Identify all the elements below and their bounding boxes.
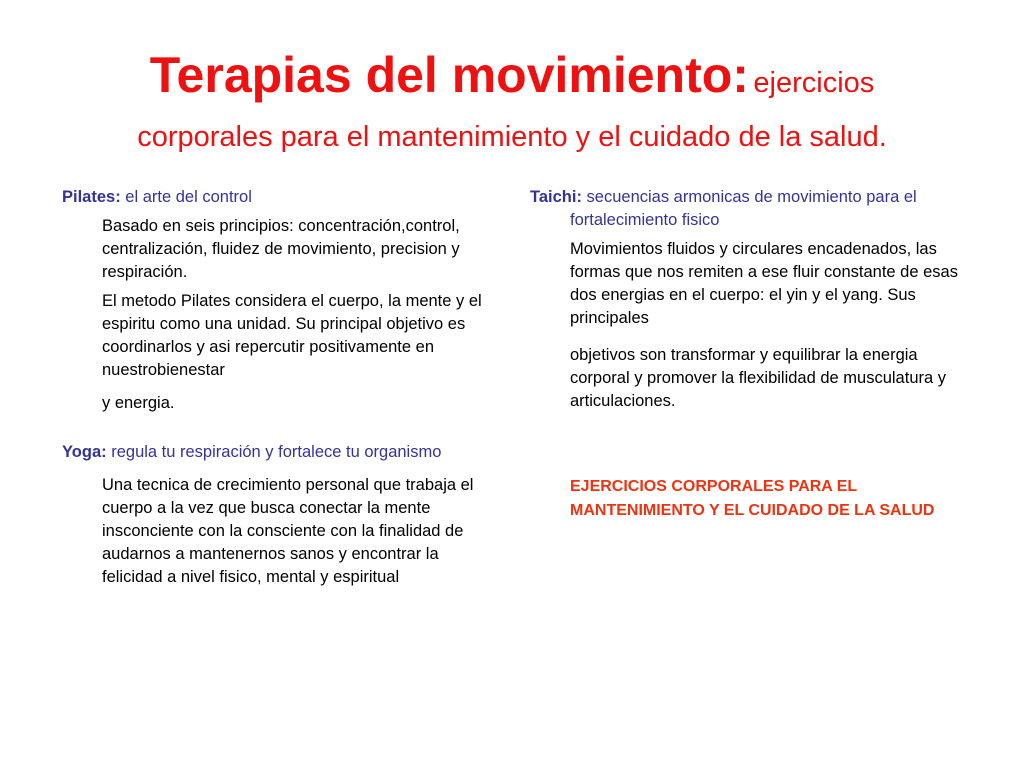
pilates-para-1: Basado en seis principios: concentración,control, centralización, fluidez de movimiento, precision y respiración. <box>102 217 460 281</box>
pilates-tagline: el arte del control <box>125 188 252 206</box>
emphasis-text: EJERCICIOS CORPORALES PARA EL MANTENIMIENTO Y EL CUIDADO DE LA SALUD <box>570 478 935 519</box>
title-main: Terapias del movimiento: <box>149 47 749 103</box>
pilates-para-2: El metodo Pilates considera el cuerpo, la mente y el espiritu como una unidad. Su principal objetivo es coordinarlos y asi repercutir positivamente en nuestrobienestar <box>102 292 482 379</box>
title-sub-line2: corporales para el mantenimiento y el cuidado de la salud. <box>137 121 887 153</box>
taichi-para-2: objetivos son transformar y equilibrar la energia corporal y promover la flexibilidad de musculatura y articulaciones. <box>570 346 947 410</box>
yoga-tagline: regula tu respiración y fortalece tu organismo <box>111 443 442 461</box>
yoga-label: Yoga: <box>62 443 107 461</box>
pilates-para-3: y energia. <box>102 394 175 412</box>
title-sub-inline: ejercicios <box>753 67 875 99</box>
yoga-heading <box>62 441 502 464</box>
taichi-tagline: secuencias armonicas de movimiento para el fortalecimiento fisico <box>570 188 917 229</box>
left-column <box>62 186 502 589</box>
yoga-para-1: Una tecnica de crecimiento personal que trabaja el cuerpo a la vez que busca conectar la mente insconciente con la consciente con la finalidad de audarnos a mantenernos sanos y encontrar la felicidad a nivel fisico, mental y espiritual <box>102 476 474 586</box>
pilates-heading <box>62 186 502 209</box>
taichi-heading <box>530 186 960 232</box>
right-column <box>530 186 960 523</box>
taichi-label: Taichi: <box>530 188 582 206</box>
pilates-label: Pilates: <box>62 188 121 206</box>
taichi-para-1: Movimientos fluidos y circulares encadenados, las formas que nos remiten a ese fluir constante de esas dos energias en el cuerpo: el yin y el yang. Sus principales <box>570 240 958 327</box>
slide-title <box>30 40 994 155</box>
